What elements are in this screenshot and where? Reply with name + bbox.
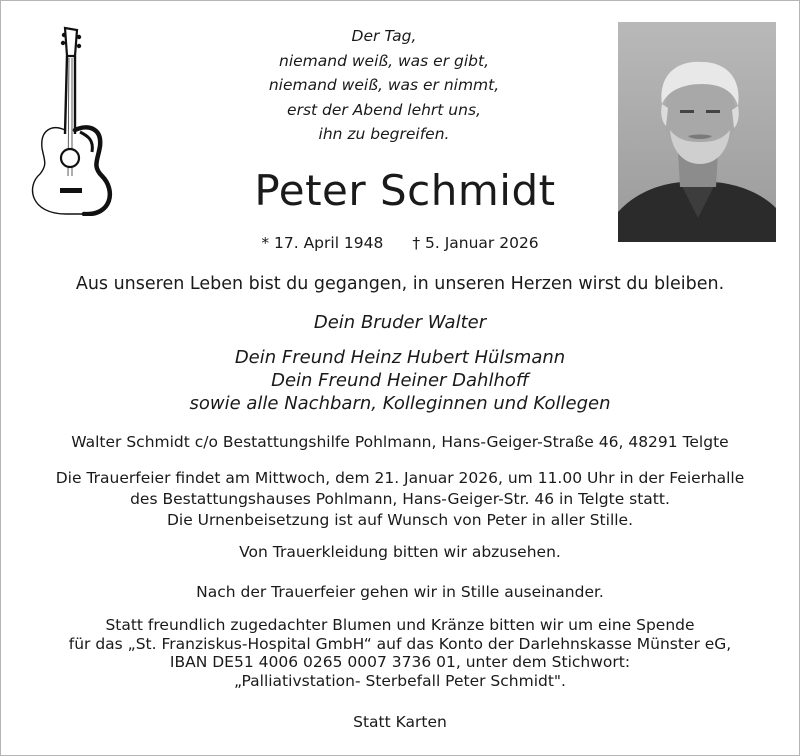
mourner-brother: Dein Bruder Walter (313, 312, 487, 333)
death-date: † 5. Januar 2026 (412, 234, 539, 252)
poem-line: niemand weiß, was er gibt, (279, 51, 489, 70)
donation-line: IBAN DE51 4006 0265 0007 3736 01, unter dem Stichwort: (169, 653, 631, 671)
donation-line: Statt freundlich zugedachter Blumen und Kränze bitten wir um eine Spende (105, 616, 695, 634)
ceremony-line: Die Trauerfeier findet am Mittwoch, dem 21. Januar 2026, um 11.00 Uhr in der Feierhalle (55, 469, 745, 487)
donation-info (0, 616, 800, 690)
mourner-line: Dein Freund Heiner Dahlhoff (271, 370, 529, 391)
ceremony-line: des Bestattungshauses Pohlmann, Hans-Geiger-Str. 46 in Telgte statt. (130, 490, 670, 508)
closing-note: Statt Karten (353, 713, 447, 731)
donation-line: „Palliativstation- Sterbefall Peter Schmidt". (234, 671, 566, 690)
mourners (0, 311, 800, 415)
poem-line: Der Tag, (351, 27, 417, 45)
poem-line: erst der Abend lehrt uns, (287, 100, 481, 119)
deceased-name: Peter Schmidt (254, 166, 556, 215)
after-ceremony-note: Nach der Trauerfeier gehen wir in Stille auseinander. (196, 583, 604, 601)
mourner-line: sowie alle Nachbarn, Kolleginnen und Kollegen (189, 393, 611, 414)
contact-address: Walter Schmidt c/o Bestattungshilfe Pohlmann, Hans-Geiger-Straße 46, 48291 Telgte (71, 433, 729, 451)
poem-line: niemand weiß, was er nimmt, (268, 76, 500, 94)
life-dates (200, 234, 600, 252)
mourner-line: Dein Freund Heinz Hubert Hülsmann (234, 347, 566, 368)
ceremony-info (0, 468, 800, 531)
ceremony-line: Die Urnenbeisetzung ist auf Wunsch von Peter in aller Stille. (166, 511, 634, 529)
motto: Aus unseren Leben bist du gegangen, in unseren Herzen wirst du bleiben. (75, 274, 725, 294)
donation-line: für das „St. Franziskus-Hospital GmbH“ auf das Konto der Darlehnskasse Münster eG, (68, 634, 732, 653)
guitar-icon (22, 26, 118, 216)
attire-note: Von Trauerkleidung bitten wir abzusehen. (239, 543, 561, 561)
birth-date: * 17. April 1948 (261, 234, 384, 252)
poem-line: ihn zu begreifen. (318, 125, 450, 143)
portrait-photo (618, 22, 776, 242)
poem (250, 24, 518, 147)
